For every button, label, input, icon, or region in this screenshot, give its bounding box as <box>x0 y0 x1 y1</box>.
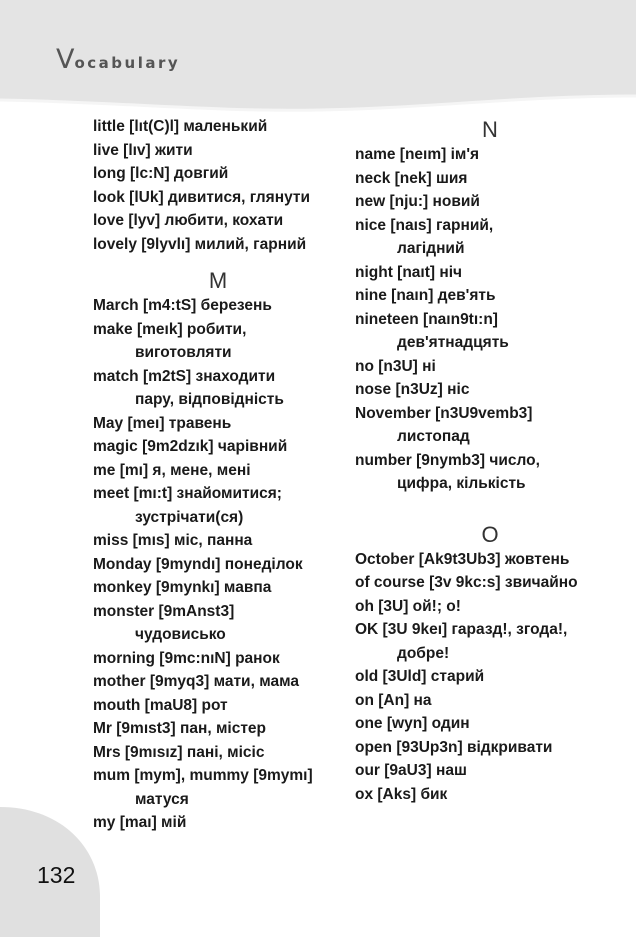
vocab-entry: old [3Uld] старий <box>355 668 485 685</box>
vocab-entry: March [m4:tS] березень <box>93 297 272 314</box>
vocab-entry: Mr [9mıst3] пан, містер <box>93 720 267 737</box>
vocab-entry: morning [9mc:nıN] ранок <box>93 649 280 667</box>
vocab-entry: Monday [9myndı] понеділок <box>93 555 303 573</box>
vocab-entry-continuation: зустрічати(ся) <box>135 508 244 526</box>
vocab-entry: little [lıt(C)l] маленький <box>93 118 268 135</box>
vocab-entry: magic [9m2dzık] чарівний <box>93 438 288 455</box>
vocab-entry: nice [naıs] гарний, <box>355 216 494 234</box>
vocab-entry: our [9aU3] наш <box>355 762 467 779</box>
vocab-entry-continuation: дев'ятнадцять <box>397 334 509 351</box>
vocab-entry: love [lyv] любити, кохати <box>93 212 284 229</box>
vocab-entry: ox [Aks] бик <box>355 785 448 803</box>
vocab-entry: mouth [maU8] рот <box>93 696 228 714</box>
vocab-entry: on [An] на <box>355 691 432 709</box>
vocab-entry: new [nju:] новий <box>355 193 480 210</box>
vocab-entry: May [meı] травень <box>93 414 232 432</box>
vocab-entry-continuation: матуся <box>135 790 189 808</box>
vocab-entry: me [mı] я, мене, мені <box>93 461 251 479</box>
page-number: 132 <box>37 862 76 888</box>
page-title: Vocabulary <box>56 44 181 75</box>
section-letter-n: N <box>482 117 498 142</box>
vocab-entry: November [n3U9vemb3] <box>355 404 533 422</box>
vocab-entry: OK [3U 9keı] гаразд!, згода!, <box>355 621 568 638</box>
vocab-entry: Mrs [9mısız] пані, місіс <box>93 743 265 761</box>
vocab-entry: mum [mym], mummy [9mymı] <box>93 767 313 784</box>
vocab-entry: lovely [9lyvlı] милий, гарний <box>93 235 307 253</box>
section-letter-m: M <box>208 268 228 293</box>
vocabulary-column-left <box>93 115 343 835</box>
vocab-entry: neck [nek] шия <box>355 169 468 187</box>
vocab-entry: live [lıv] жити <box>93 141 193 159</box>
vocab-entry: mother [9myq3] мати, мама <box>93 673 299 690</box>
vocab-entry-continuation: чудовисько <box>135 626 226 643</box>
vocab-entry: name [neım] ім'я <box>355 146 480 163</box>
vocab-entry: open [93Up3n] відкривати <box>355 738 553 756</box>
vocab-entry: number [9nymb3] число, <box>355 451 540 469</box>
vocab-entry: my [maı] мій <box>93 814 187 831</box>
vocab-entry: monkey [9mynkı] мавпа <box>93 579 272 596</box>
vocab-entry: miss [mıs] міс, панна <box>93 532 253 549</box>
vocab-entry-continuation: пару, відповідність <box>135 391 284 408</box>
vocab-entry: night [naıt] ніч <box>355 263 463 281</box>
vocab-entry-continuation: лагідний <box>397 240 465 257</box>
vocab-entry-continuation: виготовляти <box>135 344 232 361</box>
vocab-entry: long [lc:N] довгий <box>93 165 229 182</box>
vocab-entry: of course [3v 9kc:s] звичайно <box>355 574 578 591</box>
vocab-entry: monster [9mAnst3] <box>93 602 235 620</box>
vocab-entry-continuation: добре! <box>397 644 450 662</box>
vocab-entry: match [m2tS] знаходити <box>93 367 276 385</box>
section-letter-o: O <box>481 521 499 547</box>
vocab-entry: no [n3U] ні <box>355 357 436 375</box>
vocab-entry: October [Ak9t3Ub3] жовтень <box>355 550 570 568</box>
vocab-entry: nineteen [naın9tı:n] <box>355 310 498 328</box>
vocab-entry: make [meık] робити, <box>93 320 247 338</box>
vocab-entry: nose [n3Uz] ніс <box>355 381 470 398</box>
vocab-entry: meet [mı:t] знайомитися; <box>93 485 282 502</box>
vocab-entry: one [wyn] один <box>355 715 470 732</box>
vocabulary-column-right <box>355 115 625 806</box>
vocab-entry-continuation: листопад <box>397 428 470 445</box>
vocab-entry: oh [3U] ой!; о! <box>355 597 461 615</box>
vocab-entry-continuation: цифра, кількість <box>397 475 526 492</box>
vocab-entry: look [lUk] дивитися, глянути <box>93 188 310 206</box>
vocab-entry: nine [naın] дев'ять <box>355 287 496 304</box>
